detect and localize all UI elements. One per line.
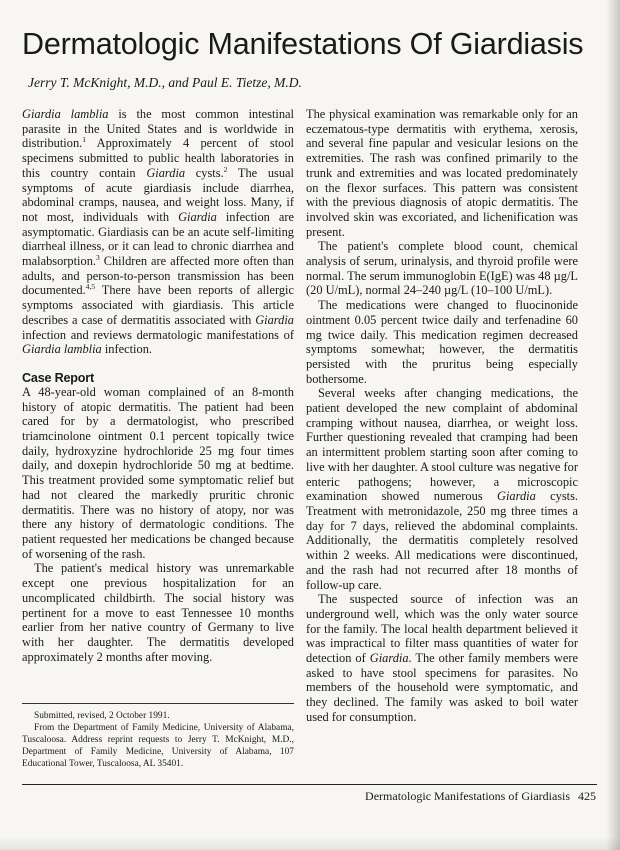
article-title: Dermatologic Manifestations Of Giardiasis — [22, 27, 584, 61]
case-paragraph-2: The patient's medical history was unremarkable except one previous hospitalization for an uncomplicated childbirth. The social history was pertinent for a move to east Tennessee 10 months earlier from her native country of Germany to live with her daughter. The dermatitis developed approximately 2 months after moving. — [22, 561, 294, 664]
physical-exam-paragraph: The physical examination was remarkable only for an eczematous-type dermatitis with erythema, xerosis, and several fine papular and vesicular lesions on the extremities. The rash was confined primarily to the trunk and extremities and was located predominately on the flexor surfaces. This pattern was consistent with the previous diagnosis of atopic dermatitis. The involved skin was excoriated, and lichenification was present. — [306, 107, 578, 239]
lab-results-paragraph: The patient's complete blood count, chemical analysis of serum, urinalysis, and thyroid profile were normal. The serum immunoglobin E(IgE) was 48 µg/L (20 U/mL), normal 24–240 µg/L (10–100 U/mL). — [306, 239, 578, 298]
case-paragraph-1: A 48-year-old woman complained of an 8-month history of atopic dermatitis. The patient had been cared for by a dermatologist, who prescribed triamcinolone ointment 0.1 percent topically twice daily, hydroxyzine hydrochloride 25 mg four times daily, and doxepin hydrochloride 50 mg at bedtime. This treatment provided some symptomatic relief but had not cleared the markedly pruritic chronic dermatitis. There was no history of atopy, nor was there any history of dermatologic conditions. The patient requested her medications be changed because of worsening of the rash. — [22, 384, 294, 561]
infection-source-paragraph: The suspected source of infection was an underground well, which was the only water source for the family. The local health department believed it was impractical to filter mass quantities of water for detection of Giardia. The other family members were asked to have stool specimens for parasites. No members of the household were symptomatic, and they declined. The family was asked to boil water used for consumption. — [306, 592, 578, 724]
running-footer — [365, 789, 596, 803]
medications-paragraph: The medications were changed to fluocinonide ointment 0.05 percent twice daily and terfenadine 60 mg twice daily. This medication regimen decreased symptoms somewhat; however, the dermatitis persisted with the pruritus being especially bothersome. — [306, 298, 578, 386]
diagnosis-paragraph: Several weeks after changing medications, the patient developed the new complaint of abdominal cramping without nausea, diarrhea, or weight loss. Further questioning revealed that cramping had been an intermittent problem starting soon after coming to live with her daughter. A stool culture was negative for enteric pathogens; however, a microscopic examination showed numerous Giardia cysts. Treatment with metronidazole, 250 mg three times a day for 7 days, relieved the abdominal complaints. Additionally, the dermatitis completely resolved within 2 weeks. All medications were discontinued, and the rash had not recurred after 18 months of follow-up care. — [306, 386, 579, 592]
footnote-divider — [22, 703, 294, 704]
article-authors: Jerry T. McKnight, M.D., and Paul E. Tietze, M.D. — [28, 75, 302, 90]
right-column — [306, 107, 578, 725]
footnote-submitted: Submitted, revised, 2 October 1991. — [34, 711, 170, 721]
section-heading-case-report: Case Report — [22, 370, 94, 385]
left-column — [22, 107, 294, 664]
page-edge-shadow — [606, 0, 620, 850]
footnote-affiliation: From the Department of Family Medicine, University of Alabama, Tuscaloosa. Address reprint requests to Jerry T. McKnight, M.D., Department of Family Medicine, University of Alabama, 107 Educational Tower, Tuscaloosa, AL 35401. — [22, 723, 294, 769]
intro-paragraph: Giardia lamblia is the most common intestinal parasite in the United States and is worldwide in distribution.$^1$ Approximately 4 percent of stool specimens submitted to public health laboratories in this country contain Giardia cysts.$^2$ The usual symptoms of acute giardiasis include diarrhea, abdominal cramps, nausea, and weight loss. Many, if not most, individuals with Giardia infection are asymptomatic. Giardiasis can be an acute self-limiting diarrheal illness, or it can lead to chronic diarrhea and malabsorption.$^3$ Children are affected more often than adults, and person-to-person transmission has been documented.$^{4,5}$ There have been reports of allergic symptoms associated with giardiasis. This article describes a case of dermatitis associated with Giardia infection and reviews dermatologic manifestations of Giardia lamblia infection. — [22, 107, 295, 357]
page-number: 425 — [578, 789, 596, 803]
footer-divider — [22, 784, 597, 785]
page-bottom-shadow — [0, 836, 620, 850]
footnotes — [22, 710, 294, 770]
running-title: Dermatologic Manifestations of Giardiasis — [365, 789, 570, 803]
